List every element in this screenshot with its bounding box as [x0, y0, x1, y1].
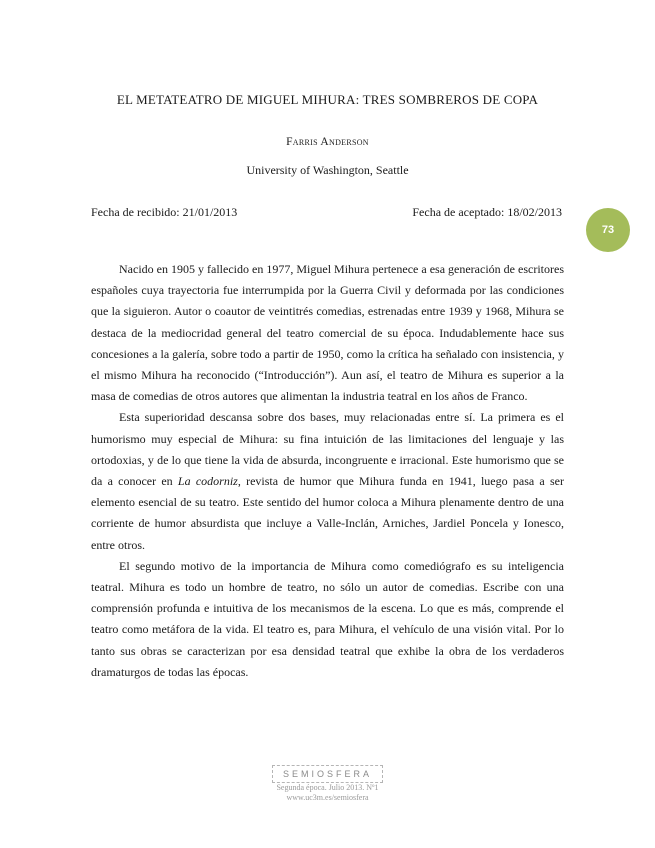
paragraph-text: Esta superioridad descansa sobre dos bases, muy relacionadas entre sí. La primera es el humorismo muy especial de Mihura: su fina intuición de las limitaciones del lenguaje y las ortodoxias, y de lo que tiene la vida de absurda, incongruente e irracional. Este humorismo que se da a conocer en	[91, 410, 564, 489]
date-received: Fecha de recibido: 21/01/2013	[91, 205, 238, 219]
paragraph	[91, 259, 564, 407]
dates-row	[91, 205, 562, 220]
paragraph-text: El segundo motivo de la importancia de Mihura como comediógrafo es su inteligencia teatral. Mihura es todo un hombre de teatro, no sólo un autor de comedias. Escribe con una comprensión profunda e intuitiva de los mecanismos de la escena. Lo que es más, comprende el teatro como metáfora de la vida. El teatro es, para Mihura, el vehículo de una visión vital. Por lo tanto sus obras se caracterizan por esa densidad teatral que exhibe la obra de los verdaderos dramaturgos de todas las épocas.	[91, 558, 564, 679]
article-title: EL METATEATRO DE MIGUEL MIHURA: TRES SOMBREROS DE COPA	[116, 92, 539, 107]
article-body	[91, 259, 564, 683]
semiosfera-logo: SEMIOSFERA	[272, 765, 383, 783]
page-number-badge: 73	[586, 208, 630, 252]
paragraph	[91, 556, 564, 683]
journal-footer	[0, 764, 655, 803]
footer-url[interactable]: www.uc3m.es/semiosfera	[286, 793, 369, 802]
date-accepted: Fecha de aceptado: 18/02/2013	[412, 205, 562, 219]
footer-issue: Segunda época. Julio 2013. Nº1	[276, 783, 379, 792]
magazine-title: La codorniz	[177, 474, 238, 489]
paragraph	[91, 407, 564, 555]
paragraph-text: Nacido en 1905 y fallecido en 1977, Miguel Mihura pertenece a esa generación de escritores españoles cuya trayectoria fue interrumpida por la Guerra Civil y deformada por las condiciones que la siguieron. Autor o coautor de veintitrés comedias, estrenadas entre 1939 y 1968, Mihura se destaca de la mediocridad general del teatro comercial de su época. Indudablemente hace sus concesiones a la galería, sobre todo a partir de 1950, como la crítica ha señalado con insistencia, y el mismo Mihura ha reconocido (“Introducción”). Aun así, el teatro de Mihura es superior a la masa de comedias de otros autores que alimentan la industria teatral en los años de Franco.	[91, 262, 564, 404]
paragraph-text: , revista de humor que Mihura funda en 1941, luego pasa a ser elemento esencial de su teatro. Este sentido del humor coloca a Mihura plenamente dentro de una corriente de humor absurdista que incluye a Valle-Inclán, Arniches, Jardiel Poncela y Ionesco, entre otros.	[91, 474, 564, 552]
author-name: Farris Anderson	[286, 136, 369, 148]
author-affiliation: University of Washington, Seattle	[246, 163, 409, 177]
